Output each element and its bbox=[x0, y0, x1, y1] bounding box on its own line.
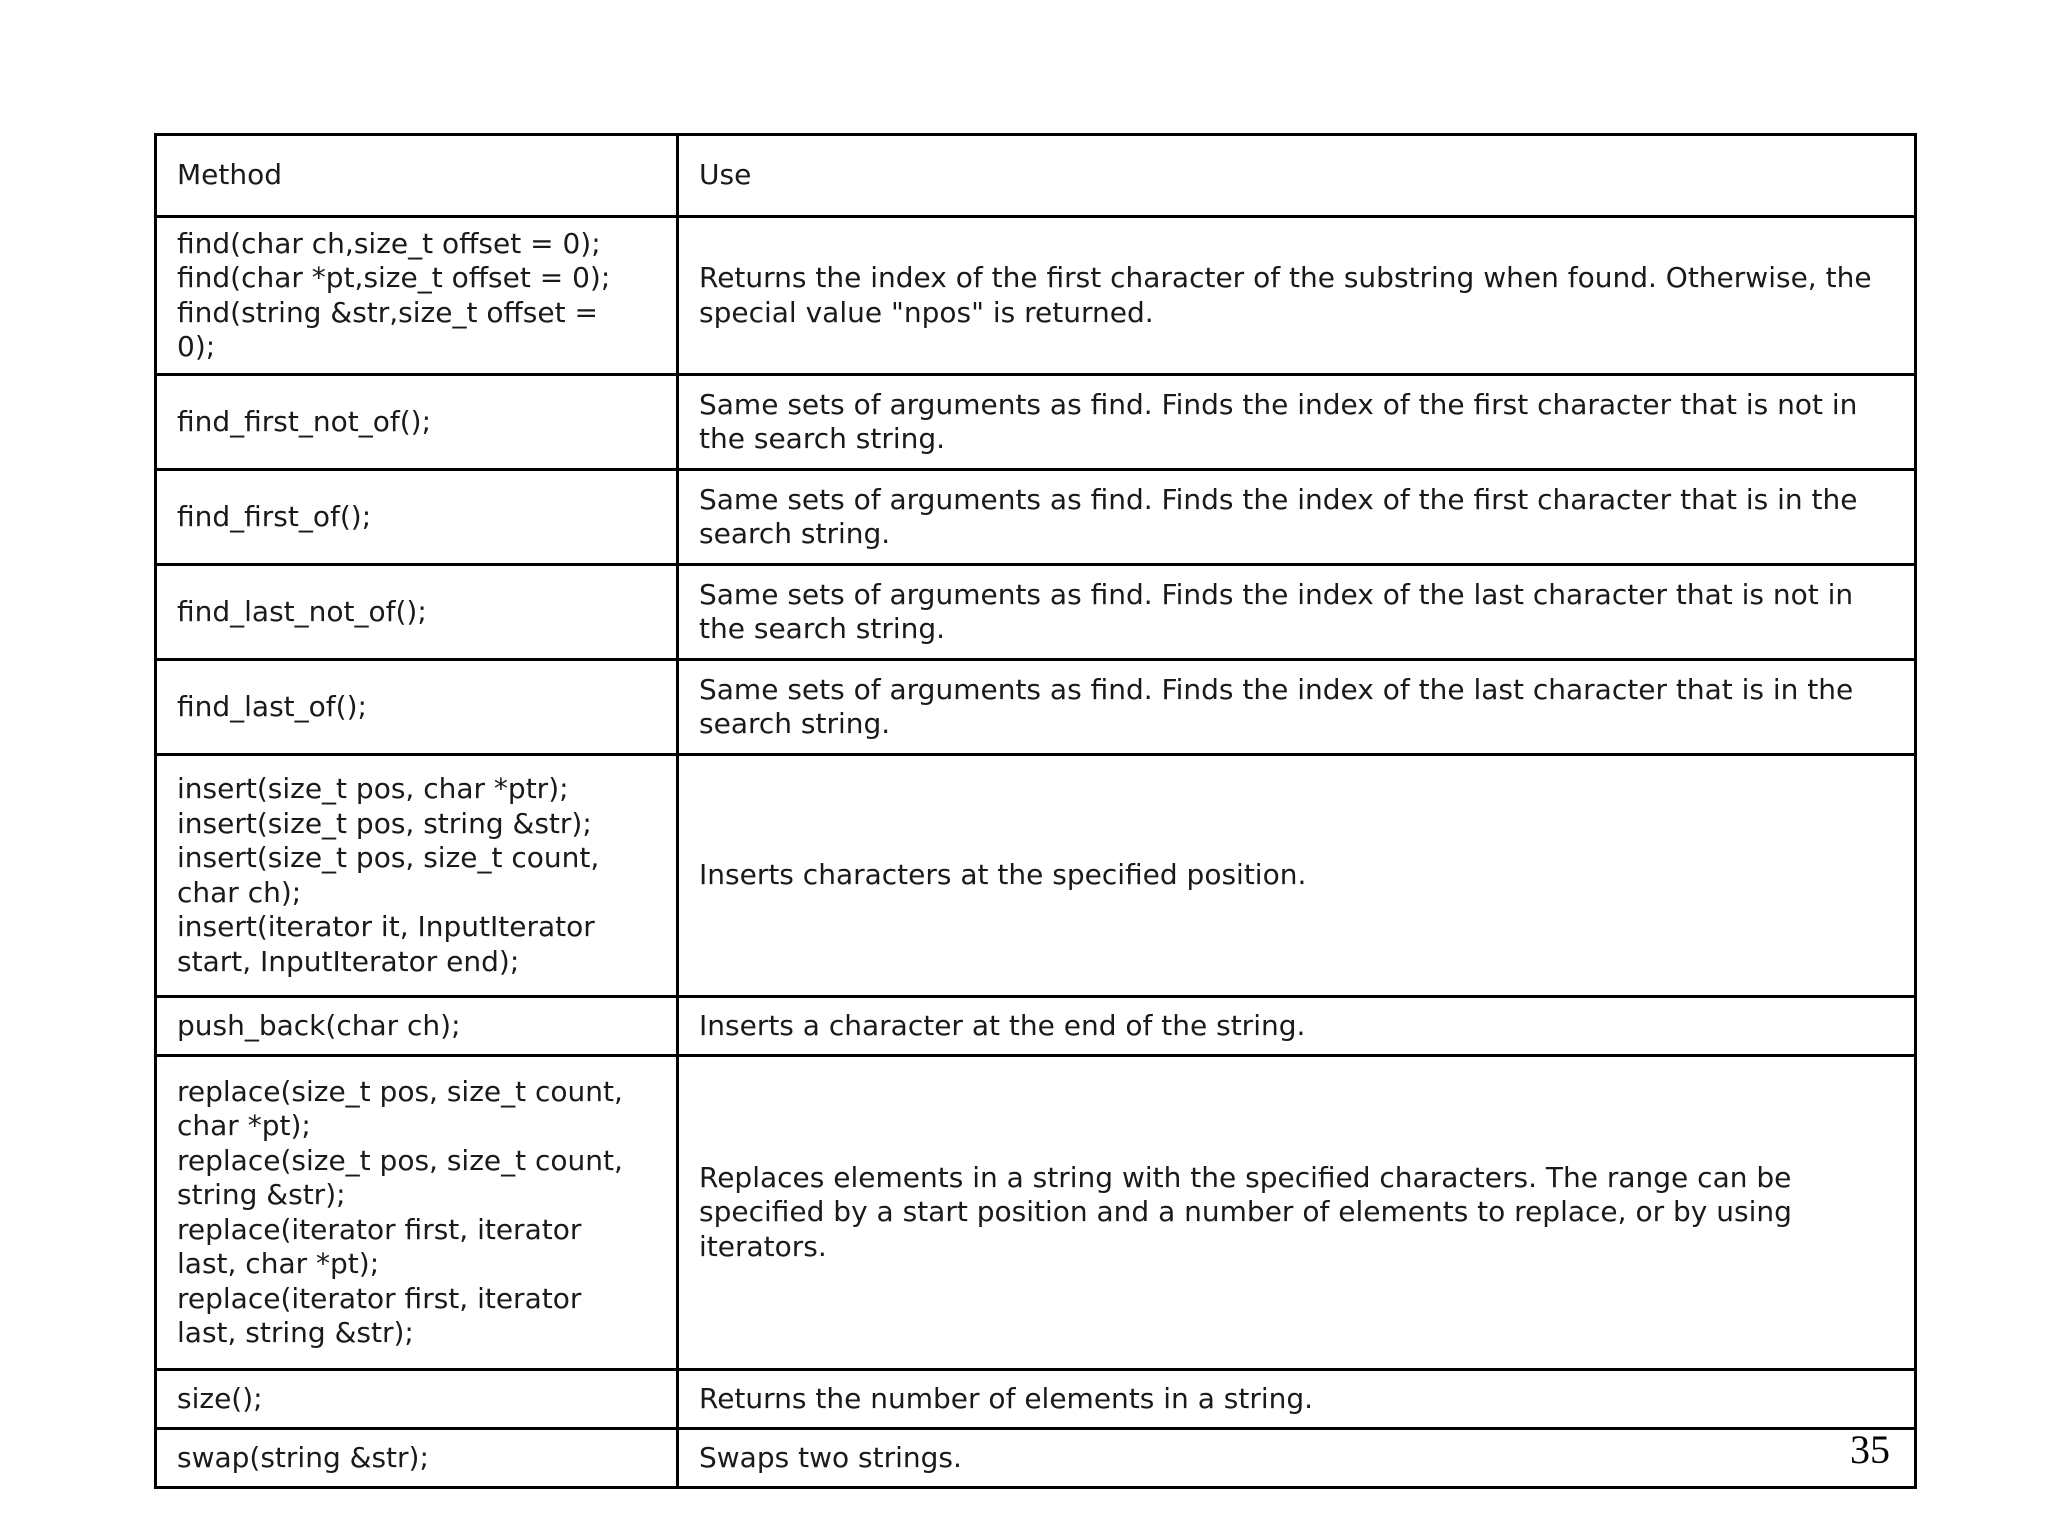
method-cell: swap(string &str); bbox=[156, 1429, 678, 1488]
method-cell: replace(size_t pos, size_t count, char *pt); replace(size_t pos, size_t count, string &str); replace(iterator first, iterator last, char *pt); replace(iterator first, iterator last, string &str); bbox=[156, 1056, 678, 1370]
header-use: Use bbox=[678, 135, 1916, 217]
use-cell: Returns the index of the first character of the substring when found. Otherwise, the special value "npos" is returned. bbox=[678, 217, 1916, 375]
use-cell: Swaps two strings. bbox=[678, 1429, 1916, 1488]
table-row bbox=[156, 997, 1916, 1056]
use-cell: Same sets of arguments as find. Finds the index of the last character that is in the search string. bbox=[678, 660, 1916, 755]
method-cell: find_last_of(); bbox=[156, 660, 678, 755]
method-cell: find_first_not_of(); bbox=[156, 375, 678, 470]
use-cell: Inserts characters at the specified position. bbox=[678, 755, 1916, 997]
method-cell: find_last_not_of(); bbox=[156, 565, 678, 660]
use-cell: Same sets of arguments as find. Finds the index of the first character that is not in the search string. bbox=[678, 375, 1916, 470]
table-header-row bbox=[156, 135, 1916, 217]
method-cell: insert(size_t pos, char *ptr); insert(size_t pos, string &str); insert(size_t pos, size_t count, char ch); insert(iterator it, InputIterator start, InputIterator end); bbox=[156, 755, 678, 997]
method-cell: push_back(char ch); bbox=[156, 997, 678, 1056]
table-row bbox=[156, 470, 1916, 565]
use-cell: Returns the number of elements in a string. bbox=[678, 1370, 1916, 1429]
table-row bbox=[156, 375, 1916, 470]
use-cell: Same sets of arguments as find. Finds the index of the last character that is not in the search string. bbox=[678, 565, 1916, 660]
use-cell: Same sets of arguments as find. Finds the index of the first character that is in the search string. bbox=[678, 470, 1916, 565]
header-method: Method bbox=[156, 135, 678, 217]
method-cell: find_first_of(); bbox=[156, 470, 678, 565]
method-cell: find(char ch,size_t offset = 0); find(char *pt,size_t offset = 0); find(string &str,size_t offset = 0); bbox=[156, 217, 678, 375]
use-cell: Inserts a character at the end of the string. bbox=[678, 997, 1916, 1056]
table-row bbox=[156, 565, 1916, 660]
page-number: 35 bbox=[1850, 1427, 1890, 1472]
method-cell: size(); bbox=[156, 1370, 678, 1429]
table-row bbox=[156, 660, 1916, 755]
table-row bbox=[156, 755, 1916, 997]
use-cell: Replaces elements in a string with the specified characters. The range can be specified by a start position and a number of elements to replace, or by using iterators. bbox=[678, 1056, 1916, 1370]
string-methods-table bbox=[154, 133, 1917, 1489]
table-row bbox=[156, 1056, 1916, 1370]
table-row bbox=[156, 1429, 1916, 1488]
table-row bbox=[156, 217, 1916, 375]
table-row bbox=[156, 1370, 1916, 1429]
